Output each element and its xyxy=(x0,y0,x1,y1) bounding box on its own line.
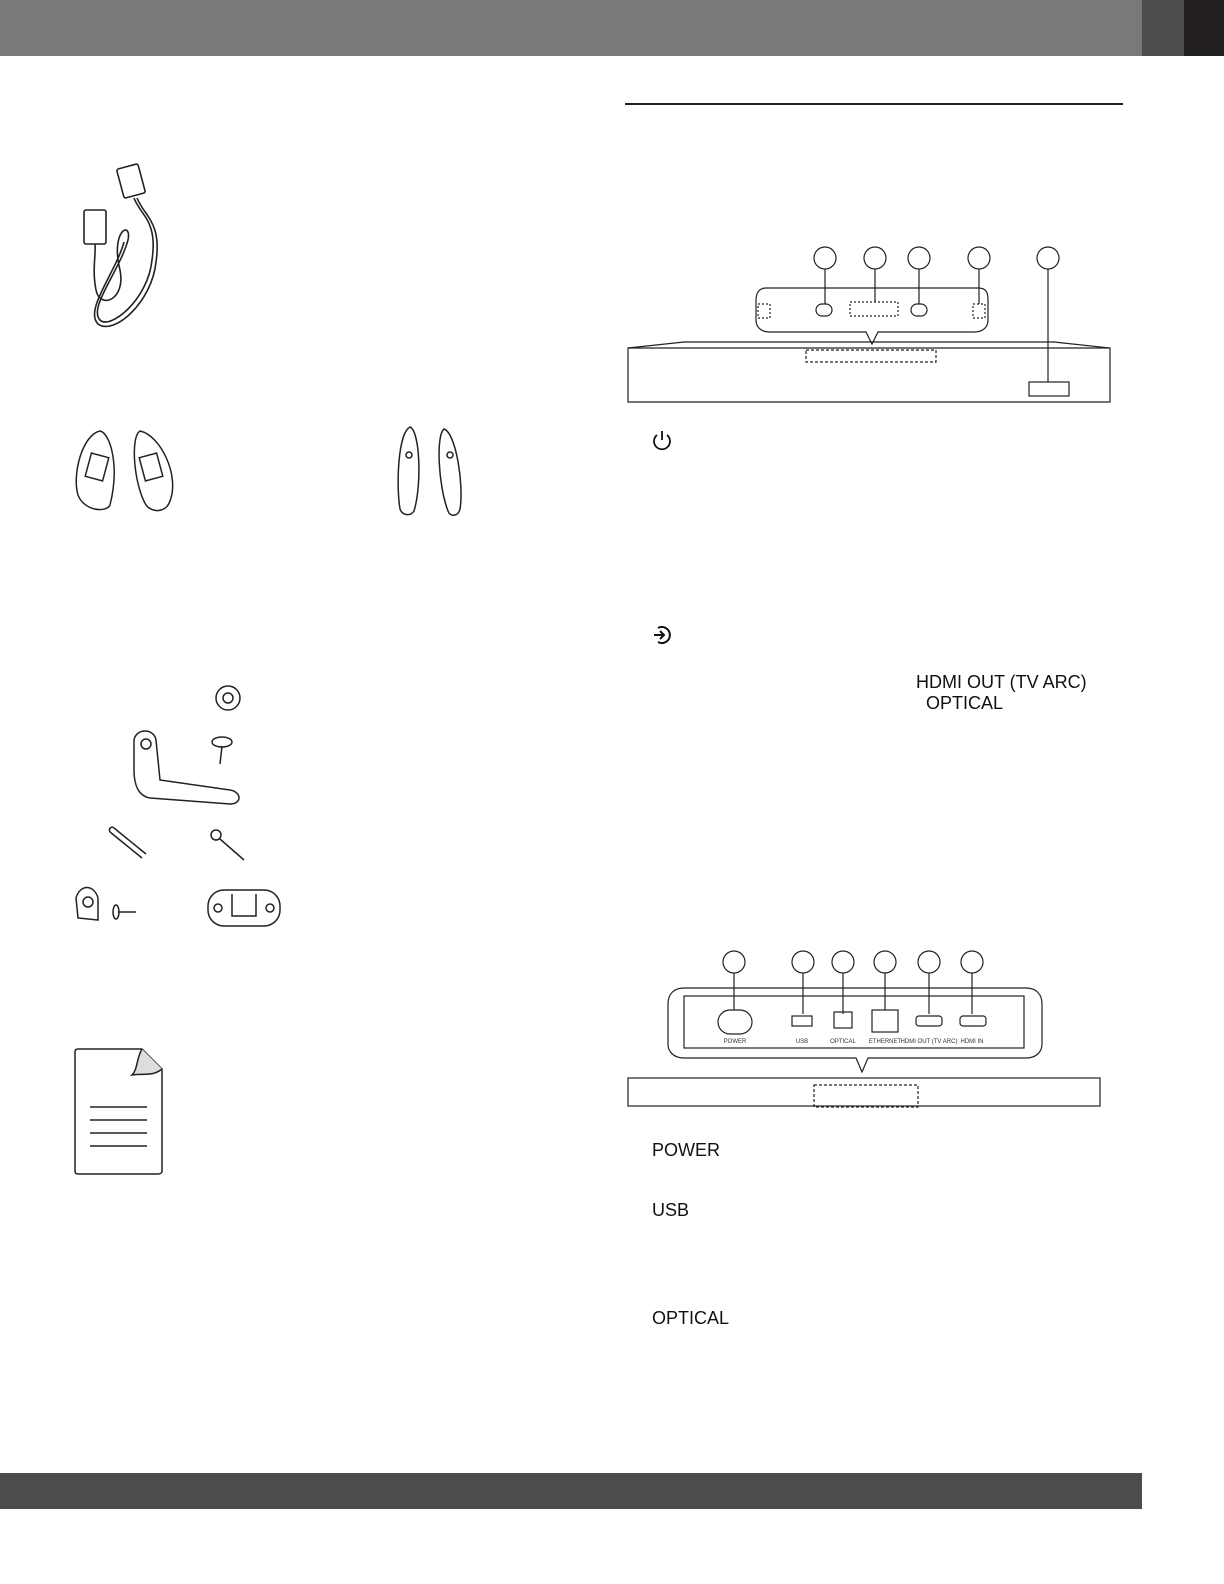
header-bar-tab xyxy=(1184,0,1224,56)
rear-label-optical: OPTICAL xyxy=(830,1039,856,1045)
usb-label: USB xyxy=(652,1200,690,1220)
footer-bar xyxy=(0,1473,1142,1509)
rear-label-ethernet: ETHERNET xyxy=(868,1039,902,1045)
power-icon xyxy=(650,429,674,453)
feet-set-b-illustration xyxy=(392,425,472,520)
source-icon xyxy=(650,623,674,647)
section-rule xyxy=(625,103,1123,105)
rear-label-usb: USB xyxy=(795,1039,809,1045)
soundbar-top-view-illustration xyxy=(624,244,1114,409)
soundbar-rear-view-illustration xyxy=(624,948,1104,1113)
wall-mount-kit-illustration xyxy=(70,680,290,935)
rear-label-power: POWER xyxy=(723,1039,747,1045)
optical-label: OPTICAL xyxy=(652,1308,730,1328)
rear-label-hdmi-in: HDMI IN xyxy=(960,1039,984,1045)
power-label: POWER xyxy=(652,1140,721,1160)
hdmi-cable-illustration xyxy=(70,160,180,340)
header-bar xyxy=(0,0,1142,56)
documentation-illustration xyxy=(72,1047,167,1177)
hdmi-out-label: HDMI OUT (TV ARC) xyxy=(916,672,1087,692)
feet-set-a-illustration xyxy=(70,425,185,520)
optical-inline-label: OPTICAL xyxy=(926,693,1004,713)
header-bar-accent xyxy=(1142,0,1184,56)
rear-label-hdmi-out: HDMI OUT (TV ARC) xyxy=(900,1039,958,1045)
